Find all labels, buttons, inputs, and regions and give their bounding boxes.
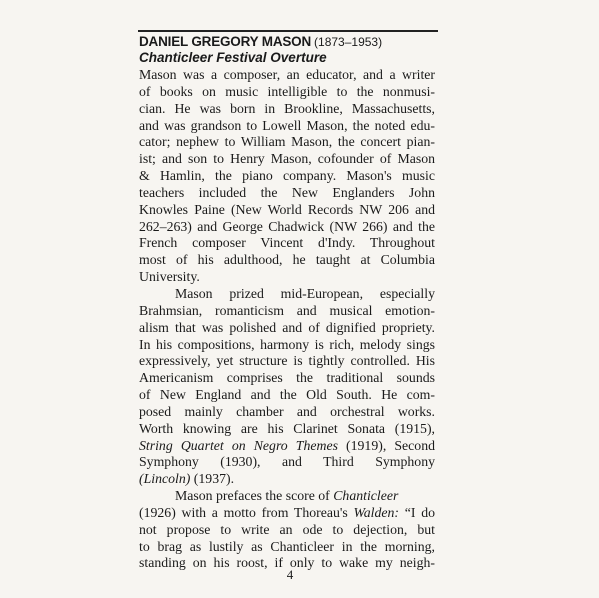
text-line: teachers included the New Englanders John [139,184,435,200]
paragraph-3 [139,488,435,572]
text-fragment: “I do [398,504,435,520]
text-fragment: (1926) with a motto from Thoreau's [139,504,354,520]
italic-title: Chanticleer [333,488,399,504]
paragraph-2 [139,286,435,488]
text-fragment: (1937). [190,471,235,487]
italic-title: String Quartet on Negro Themes [139,437,338,453]
work-title: Chanticleer Festival Overture [139,50,327,65]
text-line: most of his adulthood, he taught at Columbia [139,252,435,268]
composer-name: DANIEL GREGORY MASON [139,34,312,49]
text-line: Knowles Paine (New World Records NW 206 and [139,201,435,217]
text-line: Mason was a composer, an educator, and a writer [139,67,435,82]
header-rule [138,30,438,32]
text-line: to brag as lustily as Chanticleer in the morning, [139,538,435,554]
text-line: expressively, yet structure is tightly controlled. His [139,353,435,369]
composer-line [139,34,449,50]
composer-dates: (1873–1953) [314,35,383,49]
text-line: not propose to write an ode to dejection, but [139,521,435,537]
text-line: Americanism comprises the traditional sounds [139,370,435,386]
text-line [139,438,435,455]
body-text [139,67,435,572]
text-line: & Hamlin, the piano company. Mason's music [139,168,435,184]
text-line: Brahmsian, romanticism and musical emotion- [139,302,435,318]
text-line: of books on music intelligible to the nonmusi- [139,83,435,99]
text-line: In his compositions, harmony is rich, melody sings [139,336,435,352]
text-line [139,505,435,522]
text-line: 262–263) and George Chadwick (NW 266) and the [139,218,435,234]
text-line: ist; and son to Henry Mason, cofounder of Mason [139,151,435,167]
text-line: standing on his roost, if only to wake my neigh- [139,555,435,571]
text-line [139,471,435,488]
text-line: French composer Vincent d'Indy. Throughout [139,235,435,251]
text-line: Worth knowing are his Clarinet Sonata (1915), [139,420,435,436]
paragraph-1 [139,67,435,286]
text-fragment: Mason prefaces the score of [175,488,334,504]
text-line: cian. He was born in Brookline, Massachusetts, [139,100,435,116]
italic-title: (Lincoln) [139,471,191,487]
page-number: 4 [286,567,294,582]
italic-title: Walden: [353,504,399,520]
text-fragment: (1919), Second [337,437,435,453]
text-line: Mason prized mid-European, especially [175,285,435,301]
text-line: of New England and the Old South. He com- [139,387,435,403]
text-line: posed mainly chamber and orchestral works. [139,403,435,419]
text-line [139,488,435,505]
text-line: Symphony (1930), and Third Symphony [139,454,435,470]
text-line: cator; nephew to William Mason, the concert pian- [139,134,435,150]
text-line: alism that was polished and of dignified propriety. [139,319,435,335]
article-header [139,34,449,66]
text-line: University. [139,269,200,285]
text-line: and was grandson to Lowell Mason, the noted edu- [139,117,435,133]
